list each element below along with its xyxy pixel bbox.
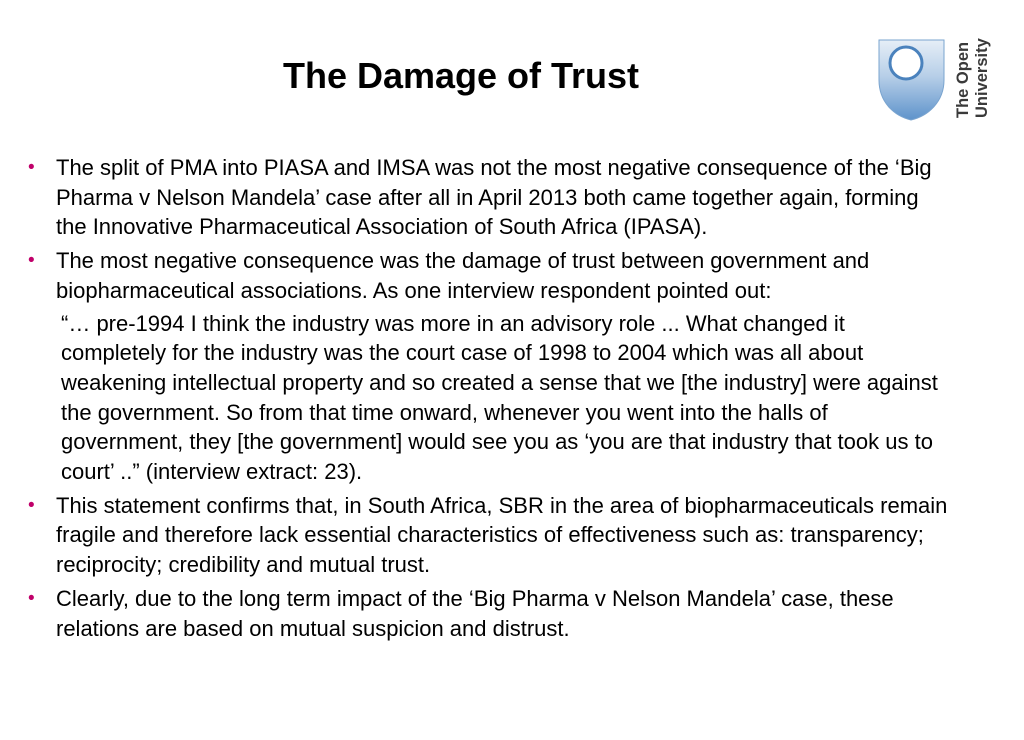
bullet-marker: • [28,494,35,516]
bullet-item [28,246,948,305]
bullet-item [28,153,948,242]
bullet-marker: • [28,587,35,609]
bullet-item [28,584,948,643]
bullet-text: Clearly, due to the long term impact of the ‘Big Pharma v Nelson Mandela’ case, these relations are based on mutual suspicion and distrust. [56,585,894,641]
bullet-marker: • [28,157,35,178]
bullet-marker: • [28,250,35,272]
slide-body [28,153,948,647]
bullet-text: The most negative consequence was the damage of trust between government and biopharmaceutical associations. As one interview respondent pointed out: [56,248,870,303]
logo-wordmark [954,38,992,118]
interview-quote: “… pre-1994 I think the industry was more in an advisory role ... What changed it completely for the industry was the court case of 1998 to 2004 which was all about weakening intellectual property and so created a sense that we [the industry] were against the government. So from that time onward, whenever you went into the halls of government, they [the government] would see you as ‘you are that industry that took us to court’ ..” (interview extract: 23). [61,310,938,485]
bullet-text: This statement confirms that, in South Africa, SBR in the area of biopharmaceuticals remain fragile and therefore lack essential characteristics of effectiveness such as: transparency; reciprocity; credibility and mutual trust. [56,492,948,578]
logo-line-1: The Open [954,41,972,118]
slide-title: The Damage of Trust [282,55,640,96]
bullet-item [28,491,948,580]
logo-line-2: University [973,38,991,118]
bullet-text: The split of PMA into PIASA and IMSA was not the most negative consequence of the ‘Big Pharma v Nelson Mandela’ case after all in April 2013 both came together again, forming the Innovative Pharmaceutical Association of South Africa (IPASA). [56,155,932,240]
